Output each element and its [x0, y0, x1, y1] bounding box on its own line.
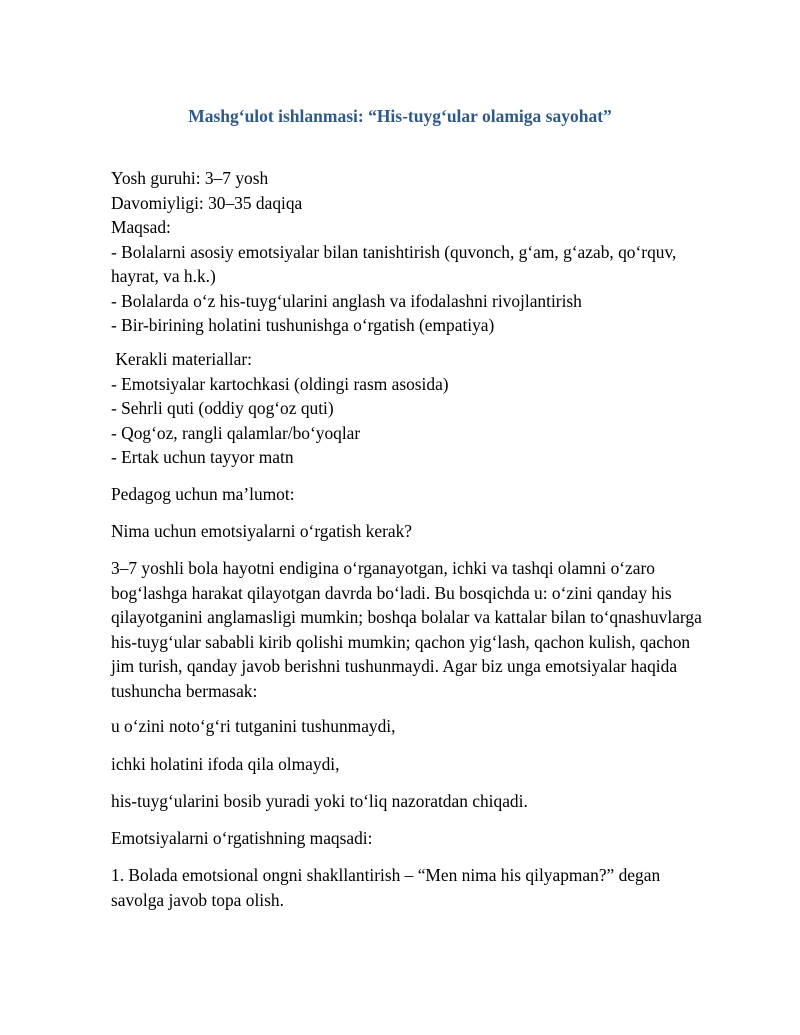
- goals-heading: [111, 826, 721, 851]
- paragraph-line: tushuncha bermasak:: [111, 680, 258, 701]
- materials-label: Kerakli materiallar:: [111, 349, 252, 369]
- paragraph-line: 3–7 yoshli bola hayotni endigina o‘rganayotgan, ichki va tashqi olamni o‘zaro: [111, 558, 655, 578]
- goal-one: [111, 863, 721, 912]
- duration: Davomiyligi: 30–35 daqiqa: [111, 192, 303, 213]
- paragraph-line: qilayotganini anglamasligi mumkin; boshqa bolalar va kattalar bilan to‘qnashuvlarga: [111, 607, 702, 627]
- consequence-3: [111, 789, 721, 814]
- page-title: Mashg‘ulot ishlanmasi: “His-tuyg‘ular olamiga sayohat”: [188, 106, 612, 126]
- paragraph-line: his-tuyg‘ular sababli kirib qolishi mumkin; qachon yig‘lash, qachon kulish, qachon: [111, 631, 691, 652]
- info-block: [111, 166, 721, 338]
- teacher-info-text: Pedagog uchun ma’lumot:: [111, 484, 295, 504]
- material-item: - Sehrli quti (oddiy qog‘oz quti): [111, 398, 334, 418]
- material-item: - Qog‘oz, rangli qalamlar/bo‘yoqlar: [111, 422, 361, 443]
- question-text: Nima uchun emotsiyalarni o‘rgatish kerak?: [111, 521, 413, 541]
- consequence-text: u o‘zini noto‘g‘ri tutganini tushunmaydi,: [111, 716, 396, 736]
- question-heading: [111, 519, 721, 544]
- paragraph-line: bog‘lashga harakat qilayotgan davrda bo‘ladi. Bu bosqichda u: o‘zini qanday his: [111, 582, 672, 603]
- goal-item: hayrat, va h.k.): [111, 266, 216, 286]
- consequence-text: ichki holatini ifoda qila olmaydi,: [111, 754, 340, 774]
- goal-item: - Bolalarda o‘z his-tuyg‘ularini anglash va ifodalashni rivojlantirish: [111, 290, 582, 311]
- goal-one-line: savolga javob topa olish.: [111, 889, 284, 910]
- age-group: Yosh guruhi: 3–7 yosh: [111, 168, 269, 188]
- goal-item: - Bolalarni asosiy emotsiyalar bilan tanishtirish (quvonch, g‘am, g‘azab, qo‘rquv,: [111, 241, 677, 262]
- teacher-info-heading: [111, 482, 721, 507]
- consequence-2: [111, 752, 721, 777]
- goal-one-line: 1. Bolada emotsional ongni shakllantirish – “Men nima his qilyapman?” degan: [111, 865, 661, 885]
- goals-heading-text: Emotsiyalarni o‘rgatishning maqsadi:: [111, 828, 373, 848]
- materials-block: [111, 347, 721, 470]
- goal-item: - Bir-birining holatini tushunishga o‘rgatish (empatiya): [111, 315, 495, 335]
- main-paragraph: [111, 556, 721, 703]
- material-item: - Emotsiyalar kartochkasi (oldingi rasm asosida): [111, 373, 449, 394]
- consequence-text: his-tuyg‘ularini bosib yuradi yoki to‘liq nazoratdan chiqadi.: [111, 791, 528, 811]
- consequence-1: [111, 714, 721, 739]
- goal-label: Maqsad:: [111, 217, 171, 237]
- material-item: - Ertak uchun tayyor matn: [111, 447, 294, 467]
- paragraph-line: jim turish, qanday javob berishni tushunmaydi. Agar biz unga emotsiyalar haqida: [111, 656, 678, 676]
